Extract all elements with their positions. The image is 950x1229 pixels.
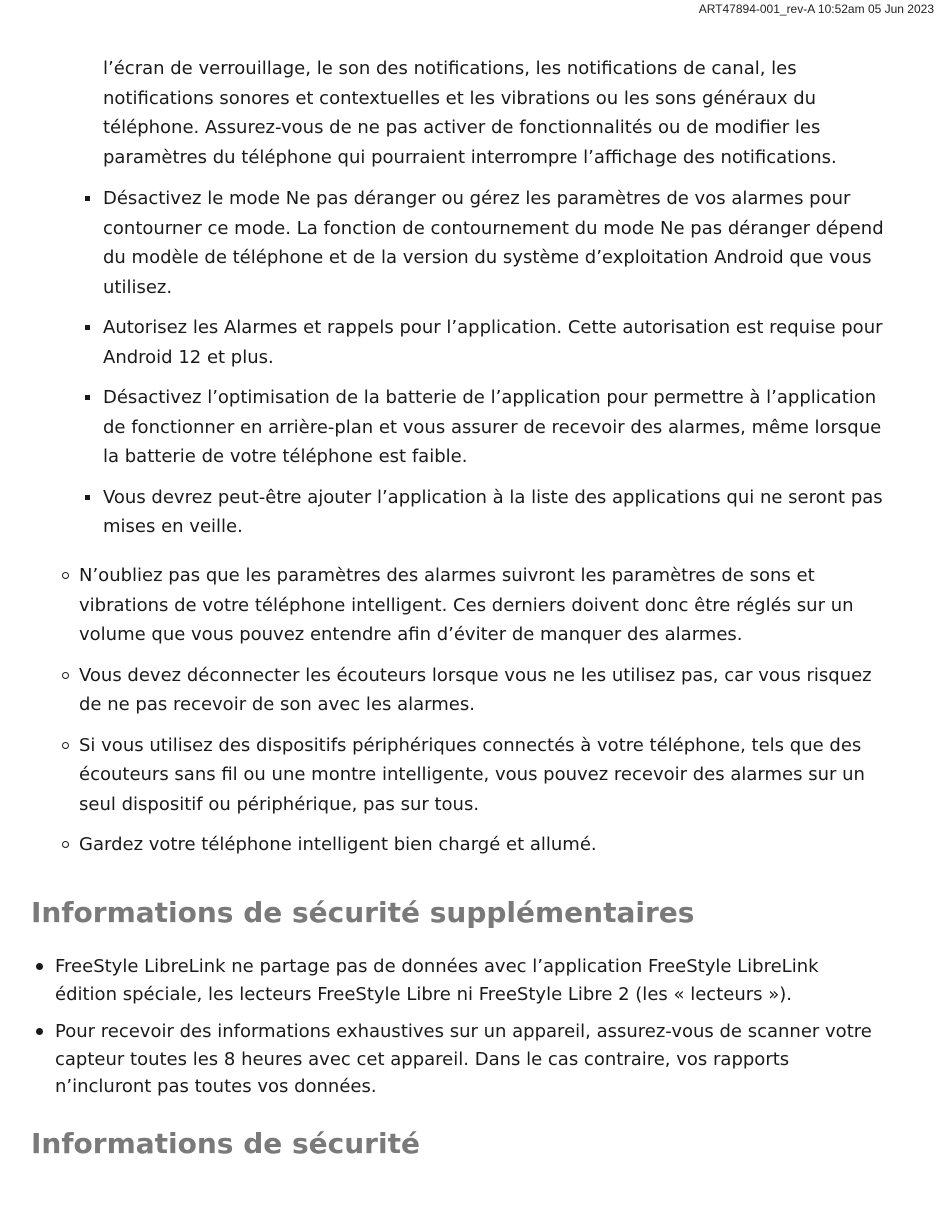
- circle-bullet-icon: [62, 672, 69, 679]
- list-item-text: Si vous utilisez des dispositifs périphériques connectés à votre téléphone, tels que des écouteurs sans fil ou une montre intelligente, vous pouvez recevoir des alarmes sur un seul dispositif ou périphérique, pas sur tous.: [79, 734, 865, 815]
- list-item-text: Désactivez l’optimisation de la batterie de l’application pour permettre à l’application de fonctionner en arrière-plan et vous assurer de recevoir des alarmes, même lorsque la batterie de votre téléphone est faible.: [103, 387, 882, 467]
- square-bullet-icon: [85, 395, 90, 400]
- circle-bullet-icon: [62, 572, 69, 579]
- square-bullet-icon: [85, 196, 90, 201]
- square-bullet-icon: [85, 495, 90, 500]
- list-item: [103, 313, 893, 372]
- continuation-paragraph: l’écran de verrouillage, le son des notifications, les notifications de canal, les notifications sonores et contextuelles et les vibrations ou les sons généraux du téléphone. Assurez-vous de ne pas activer de fonctionnalités ou de modifier les paramètres du téléphone qui pourraient interrompre l’affichage des notifications.: [103, 58, 837, 168]
- document-reference-header: ART47894-001_rev-A 10:52am 05 Jun 2023: [698, 2, 934, 16]
- list-item: [79, 830, 899, 860]
- list-item: [55, 1018, 885, 1101]
- square-bullet-list: [103, 184, 893, 553]
- list-item: [79, 731, 899, 820]
- list-item-text: Vous devrez peut-être ajouter l’application à la liste des applications qui ne seront pas mises en veille.: [103, 486, 883, 537]
- list-item-text: Gardez votre téléphone intelligent bien chargé et allumé.: [79, 834, 597, 855]
- section-heading-additional-safety: Informations de sécurité supplémentaires: [31, 896, 695, 929]
- disc-bullet-list: [55, 953, 885, 1111]
- list-item-text: Autorisez les Alarmes et rappels pour l’application. Cette autorisation est requise pour Android 12 et plus.: [103, 317, 883, 368]
- list-item: [79, 661, 899, 720]
- circle-bullet-icon: [62, 742, 69, 749]
- list-item-text: Désactivez le mode Ne pas déranger ou gérez les paramètres de vos alarmes pour contourner ce mode. La fonction de contournement du mode Ne pas déranger dépend du modèle de téléphone et de la version du système d’exploitation Android que vous utilisez.: [103, 188, 884, 298]
- section-heading-safety: Informations de sécurité: [31, 1127, 420, 1160]
- list-item: [55, 953, 885, 1008]
- disc-bullet-icon: [36, 1028, 43, 1035]
- square-bullet-icon: [85, 325, 90, 330]
- list-item: [103, 383, 893, 472]
- list-item: [103, 483, 893, 542]
- list-item: [103, 184, 893, 302]
- list-item-text: N’oubliez pas que les paramètres des alarmes suivront les paramètres de sons et vibrations de votre téléphone intelligent. Ces derniers doivent donc être réglés sur un volume que vous pouvez entendre afin d’éviter de manquer des alarmes.: [79, 565, 854, 645]
- list-item-text: Pour recevoir des informations exhaustives sur un appareil, assurez-vous de scanner votre capteur toutes les 8 heures avec cet appareil. Dans le cas contraire, vos rapports n’incluront pas toutes vos données.: [55, 1021, 872, 1097]
- circle-bullet-icon: [62, 841, 69, 848]
- circle-bullet-list: [79, 561, 899, 871]
- list-item: [79, 561, 899, 650]
- list-item-text: Vous devez déconnecter les écouteurs lorsque vous ne les utilisez pas, car vous risquez de ne pas recevoir de son avec les alarmes.: [79, 664, 872, 715]
- list-item-text: FreeStyle LibreLink ne partage pas de données avec l’application FreeStyle LibreLink édition spéciale, les lecteurs FreeStyle Libre ni FreeStyle Libre 2 (les « lecteurs »).: [55, 956, 819, 1005]
- disc-bullet-icon: [36, 963, 43, 970]
